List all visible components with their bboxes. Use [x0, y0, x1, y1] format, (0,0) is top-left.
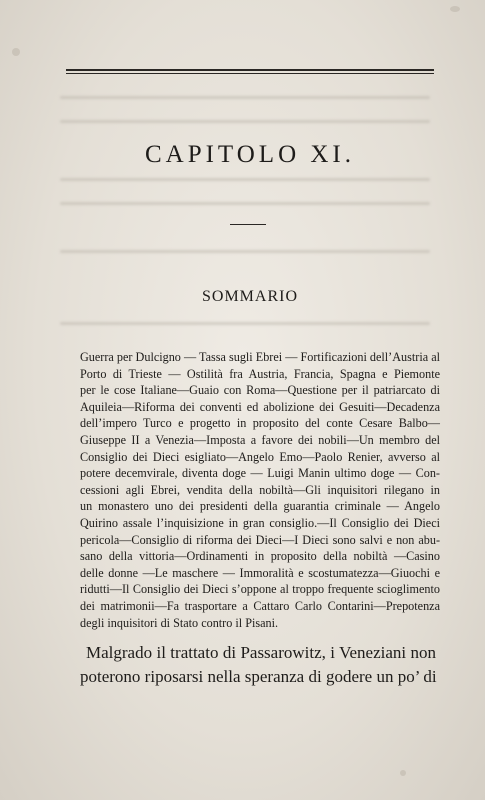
summary-line: Giuseppe II a Venezia—Imposta a favore dei nobili—Un membro del: [80, 432, 440, 447]
body-line: Malgrado il trattato di Passarowitz, i Veneziani non: [86, 643, 436, 662]
bleed-through-line: [60, 96, 430, 99]
bleed-through-line: [60, 178, 430, 181]
summary-line: dell’impero Turco e progetto in proposito del conte Cesare Balbo—: [80, 416, 440, 431]
summary-line: per le cose Italiane—Guaio con Roma—Questione per il patriarcato di: [80, 383, 440, 398]
summary-line: cessioni agli Ebrei, vendita della nobiltà—Gli inquisitori rilegano in: [80, 482, 440, 497]
paper-stain: [450, 6, 460, 12]
summary-line: un monastero uno dei presidenti della guarantia criminale — Angelo: [80, 499, 440, 514]
summary-line: Consiglio dei Dieci esigliato—Angelo Emo—Paolo Renier, avverso al: [80, 449, 440, 464]
summary-paragraph: [80, 349, 440, 631]
paper-stain: [12, 48, 20, 56]
chapter-divider: [230, 224, 266, 225]
summary-line: ridutti—Il Consiglio dei Dieci s’oppone al troppo frequente scioglimento: [80, 582, 440, 597]
body-paragraph: [80, 641, 436, 689]
summary-line: delle donne —Le maschere — Immoralità e scostumatezza—Giuochi e: [80, 565, 440, 580]
summary-heading: SOMMARIO: [201, 288, 298, 305]
header-rule-thick: [66, 69, 434, 71]
bleed-through-line: [60, 202, 430, 205]
summary-line: degli inquisitori di Stato contro il Pisani.: [80, 615, 279, 630]
bleed-through-line: [60, 250, 430, 253]
summary-line: Aquileia—Riforma dei conventi ed abolizione dei Gesuiti—Decadenza: [80, 399, 440, 414]
summary-line: sano della vittoria—Ordinamenti in proposito della nobiltà —Casino: [80, 549, 440, 564]
summary-line: Porto di Trieste — Ostilità fra Austria, Francia, Spagna e Piemonte: [80, 366, 440, 381]
body-line: poterono riposarsi nella speranza di godere un po’ di: [80, 667, 437, 686]
header-rule-thin: [66, 73, 434, 74]
chapter-title: CAPITOLO XI.: [144, 141, 356, 168]
summary-line: potere decemvirale, diventa doge — Luigi Manin ultimo doge — Con-: [80, 466, 440, 481]
summary-line: dei matrimonii—Fa trasportare a Cattaro Carlo Contarini—Prepotenza: [80, 598, 440, 613]
bleed-through-line: [60, 120, 430, 123]
bleed-through-line: [60, 322, 430, 325]
summary-line: Quirino assale l’inquisizione in gran consiglio.—Il Consiglio dei Dieci: [80, 515, 440, 530]
summary-line: Guerra per Dulcigno — Tassa sugli Ebrei — Fortificazioni dell’Austria al: [80, 350, 440, 364]
paper-stain: [400, 770, 406, 776]
summary-line: pericola—Consiglio di riforma dei Dieci—I Dieci sono salvi e non abu-: [80, 532, 440, 547]
